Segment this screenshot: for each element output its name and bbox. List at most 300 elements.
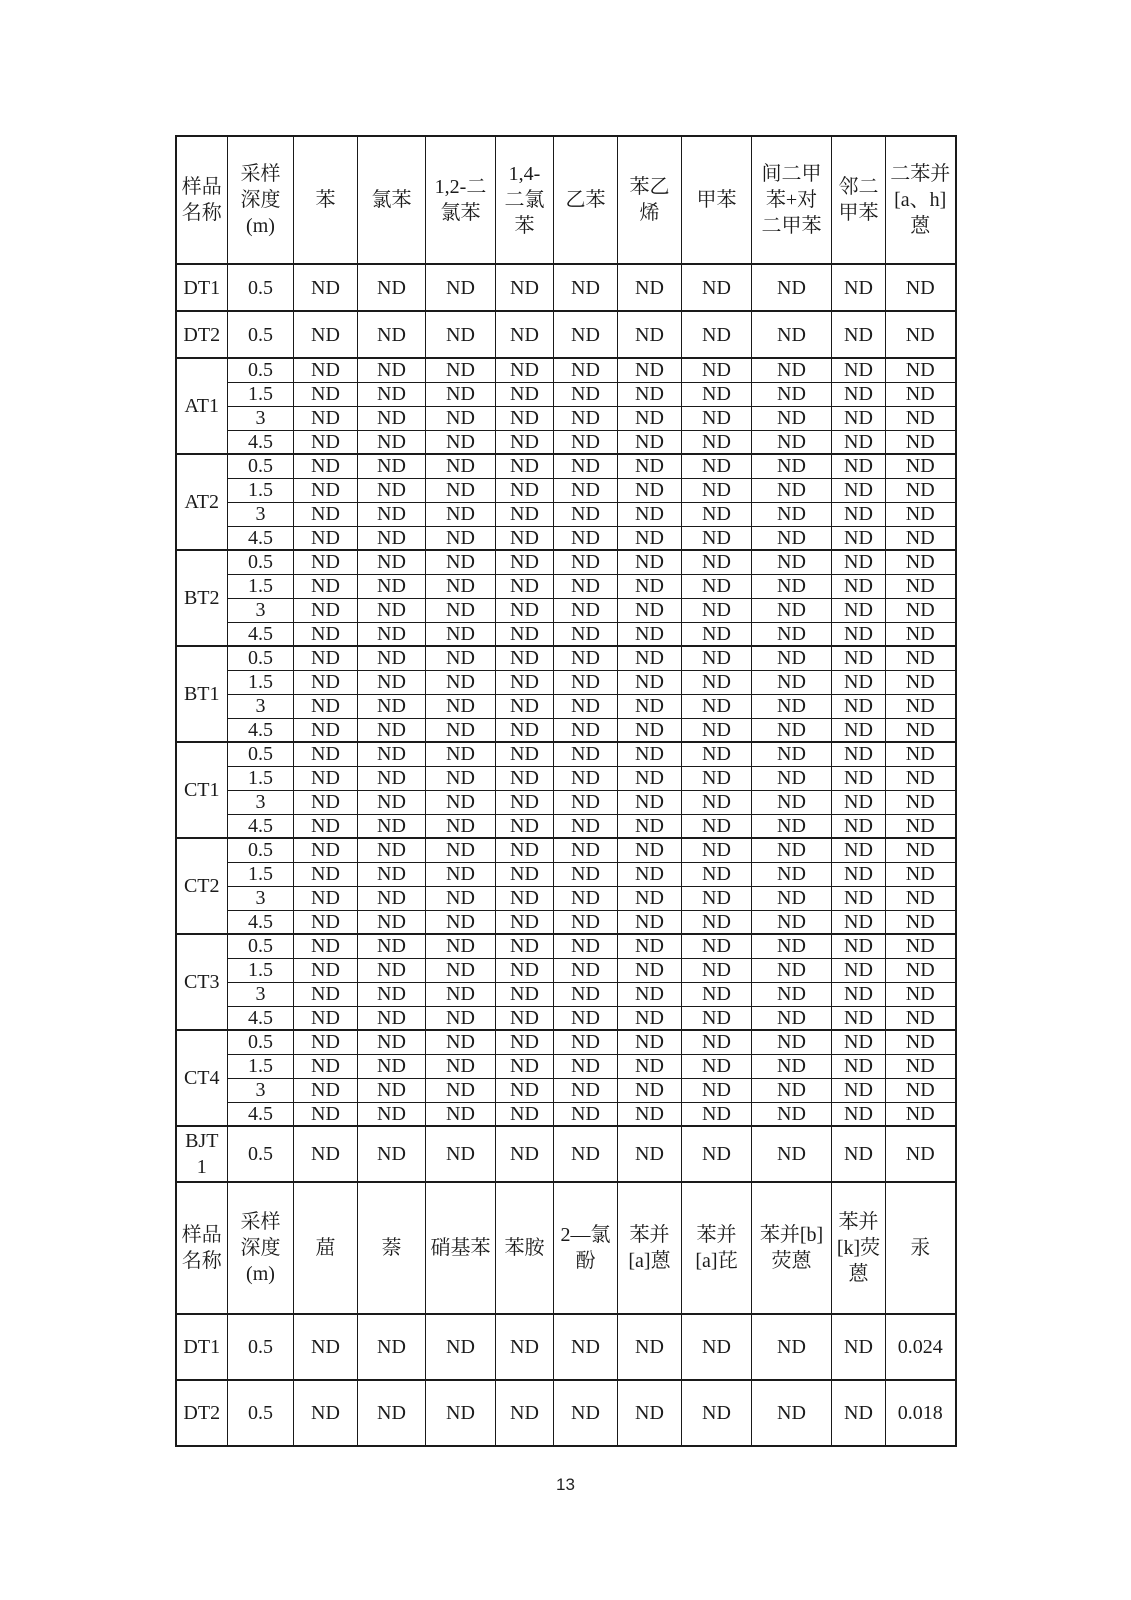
result-cell: ND [618,1054,682,1078]
result-cell: ND [886,478,956,502]
result-cell: ND [832,718,886,742]
result-cell: ND [832,502,886,526]
result-cell: ND [682,382,752,406]
result-cell: ND [294,550,358,574]
depth-cell: 0.5 [228,550,294,574]
sample-analysis-table [175,135,957,1447]
result-cell: ND [496,982,554,1006]
result-cell: ND [752,646,832,670]
header-sample-name: 样品名称 [176,1182,228,1314]
result-cell: ND [886,982,956,1006]
result-cell: ND [682,358,752,382]
result-cell: ND [832,814,886,838]
result-cell: ND [752,622,832,646]
result-cell: ND [496,862,554,886]
depth-cell: 3 [228,886,294,910]
sample-name-cell: DT2 [176,311,228,358]
depth-cell: 0.5 [228,934,294,958]
result-cell: ND [682,958,752,982]
result-cell: ND [752,1102,832,1126]
result-cell: ND [426,718,496,742]
result-cell: ND [554,814,618,838]
result-cell: ND [426,264,496,311]
result-cell: ND [752,1006,832,1030]
result-cell: ND [886,1054,956,1078]
result-cell: ND [294,358,358,382]
result-cell: ND [618,430,682,454]
result-cell: ND [618,526,682,550]
result-cell: ND [358,766,426,790]
result-cell: ND [426,478,496,502]
result-cell: ND [682,1380,752,1446]
result-cell: ND [426,406,496,430]
result-cell: ND [294,526,358,550]
result-cell: ND [496,1380,554,1446]
result-cell: ND [554,382,618,406]
result-cell: ND [554,910,618,934]
result-cell: ND [294,910,358,934]
result-cell: ND [496,814,554,838]
depth-cell: 0.5 [228,454,294,478]
depth-cell: 0.5 [228,264,294,311]
result-cell: ND [426,1030,496,1054]
result-cell: ND [358,910,426,934]
result-cell: ND [886,1006,956,1030]
header-compound: 苯胺 [496,1182,554,1314]
header-sampling-depth: 采样深度(m) [228,1182,294,1314]
result-cell: ND [618,838,682,862]
result-cell: ND [886,838,956,862]
result-cell: ND [682,311,752,358]
depth-cell: 3 [228,1078,294,1102]
result-cell: ND [682,598,752,622]
result-cell: ND [886,311,956,358]
result-cell: ND [752,982,832,1006]
result-cell: ND [752,670,832,694]
result-cell: ND [752,862,832,886]
sample-name-cell: BT2 [176,550,228,646]
result-cell: ND [294,311,358,358]
result-cell: ND [832,646,886,670]
result-cell: ND [554,406,618,430]
result-cell: ND [832,574,886,598]
result-cell: ND [426,598,496,622]
result-cell: ND [294,958,358,982]
result-cell: ND [682,814,752,838]
result-cell: ND [496,598,554,622]
depth-cell: 4.5 [228,526,294,550]
result-cell: ND [832,694,886,718]
result-cell: ND [294,646,358,670]
result-cell: ND [752,574,832,598]
result-cell: ND [426,1314,496,1380]
result-cell: ND [832,478,886,502]
result-cell: ND [886,1126,956,1182]
result-cell: ND [554,358,618,382]
result-cell: ND [832,1314,886,1380]
result-cell: ND [618,646,682,670]
result-cell: ND [752,478,832,502]
result-cell: ND [682,1078,752,1102]
result-cell: ND [496,1006,554,1030]
depth-cell: 0.5 [228,1380,294,1446]
result-cell: ND [294,1380,358,1446]
result-cell: ND [554,430,618,454]
result-cell: ND [358,1314,426,1380]
result-cell: ND [832,790,886,814]
result-cell: ND [294,1030,358,1054]
depth-cell: 0.5 [228,742,294,766]
result-cell: ND [496,382,554,406]
result-cell: ND [618,264,682,311]
sample-name-cell: DT1 [176,1314,228,1380]
result-cell: ND [682,838,752,862]
result-cell: ND [554,694,618,718]
result-cell: ND [832,1078,886,1102]
result-cell: ND [554,646,618,670]
result-cell: ND [554,1078,618,1102]
result-cell: ND [294,382,358,406]
result-cell: ND [496,264,554,311]
result-cell: ND [886,264,956,311]
result-cell: ND [752,934,832,958]
result-cell: ND [618,311,682,358]
result-cell: ND [886,934,956,958]
result-cell: ND [294,622,358,646]
result-cell: ND [358,982,426,1006]
result-cell: ND [618,406,682,430]
result-cell: ND [496,550,554,574]
result-cell: ND [752,958,832,982]
header-compound: 苯 [294,136,358,264]
result-cell: ND [886,622,956,646]
result-cell: ND [294,430,358,454]
result-cell: ND [294,934,358,958]
result-cell: ND [554,958,618,982]
result-cell: ND [886,574,956,598]
result-cell: ND [752,790,832,814]
result-cell: ND [554,598,618,622]
result-cell: ND [832,886,886,910]
result-cell: ND [294,1054,358,1078]
result-cell: ND [618,1078,682,1102]
result-cell: ND [426,1006,496,1030]
result-cell: ND [752,886,832,910]
result-cell: ND [358,454,426,478]
result-cell: ND [358,718,426,742]
sample-name-cell: DT1 [176,264,228,311]
depth-cell: 1.5 [228,766,294,790]
result-cell: ND [618,1006,682,1030]
result-cell: ND [358,838,426,862]
result-cell: ND [752,910,832,934]
result-cell: ND [618,622,682,646]
result-cell: ND [294,478,358,502]
result-cell: ND [496,1078,554,1102]
result-cell: ND [496,1314,554,1380]
result-cell: ND [618,934,682,958]
result-cell: ND [554,264,618,311]
result-cell: ND [426,1126,496,1182]
result-cell: ND [752,766,832,790]
sample-name-cell: CT2 [176,838,228,934]
result-cell: ND [752,1126,832,1182]
result-cell: ND [426,670,496,694]
result-cell: ND [496,406,554,430]
depth-cell: 1.5 [228,382,294,406]
depth-cell: 4.5 [228,814,294,838]
result-cell: ND [618,790,682,814]
result-cell: ND [752,1078,832,1102]
result-cell: ND [886,598,956,622]
result-cell: ND [682,574,752,598]
result-cell: ND [554,478,618,502]
result-cell: ND [682,1126,752,1182]
result-cell: ND [886,814,956,838]
result-cell: ND [496,838,554,862]
result-cell: ND [682,502,752,526]
result-cell: ND [358,670,426,694]
result-cell: ND [832,311,886,358]
result-cell: ND [618,1314,682,1380]
result-cell: ND [752,1314,832,1380]
header-sample-name: 样品名称 [176,136,228,264]
result-cell: ND [294,790,358,814]
result-cell: ND [832,766,886,790]
result-cell: ND [426,862,496,886]
result-cell: ND [886,910,956,934]
result-cell: ND [554,838,618,862]
page-number: 13 [556,1475,575,1494]
result-cell: ND [496,670,554,694]
result-cell: ND [832,550,886,574]
result-cell: ND [496,358,554,382]
result-cell: ND [554,311,618,358]
depth-cell: 0.5 [228,1126,294,1182]
result-cell: ND [496,622,554,646]
depth-cell: 4.5 [228,1006,294,1030]
result-cell: ND [426,814,496,838]
depth-cell: 0.5 [228,838,294,862]
result-cell: ND [682,454,752,478]
result-cell: ND [426,622,496,646]
result-cell: ND [496,574,554,598]
result-cell: ND [554,574,618,598]
sample-name-cell: CT1 [176,742,228,838]
result-cell: ND [752,1030,832,1054]
result-cell: ND [752,264,832,311]
result-cell: ND [682,766,752,790]
result-cell: ND [554,1126,618,1182]
depth-cell: 1.5 [228,478,294,502]
result-cell: ND [752,1380,832,1446]
result-cell: ND [832,1054,886,1078]
result-cell: ND [832,1126,886,1182]
result-cell: ND [886,862,956,886]
result-cell: ND [358,1054,426,1078]
depth-cell: 1.5 [228,670,294,694]
result-cell: ND [886,430,956,454]
header-compound: 乙苯 [554,136,618,264]
result-cell: ND [832,1030,886,1054]
result-cell: ND [426,958,496,982]
result-cell: ND [358,1030,426,1054]
result-cell: ND [618,694,682,718]
result-cell: ND [618,670,682,694]
result-cell: ND [618,1126,682,1182]
result-cell: ND [886,1078,956,1102]
result-cell: ND [358,526,426,550]
result-cell: ND [426,311,496,358]
result-cell: ND [358,814,426,838]
result-cell: ND [294,454,358,478]
depth-cell: 3 [228,502,294,526]
result-cell: ND [496,646,554,670]
result-cell: ND [294,838,358,862]
result-cell: ND [886,502,956,526]
result-cell: ND [294,862,358,886]
result-cell: ND [426,886,496,910]
result-cell: ND [294,598,358,622]
sample-name-cell: CT4 [176,1030,228,1126]
result-cell: ND [426,1380,496,1446]
result-cell: ND [294,742,358,766]
result-cell: ND [358,1006,426,1030]
header-compound: 苯并[a]蒽 [618,1182,682,1314]
result-cell: ND [426,574,496,598]
result-cell: ND [294,766,358,790]
result-cell: ND [832,742,886,766]
result-cell: ND [496,910,554,934]
header-compound: 间二甲苯+对二甲苯 [752,136,832,264]
result-cell: ND [886,526,956,550]
result-cell: ND [618,862,682,886]
result-cell: ND [752,550,832,574]
result-cell: ND [682,1102,752,1126]
result-cell: ND [294,718,358,742]
result-cell: ND [682,550,752,574]
result-cell: ND [426,694,496,718]
result-cell: ND [832,982,886,1006]
result-cell: ND [886,886,956,910]
result-cell: ND [618,982,682,1006]
result-cell: ND [294,574,358,598]
result-cell: ND [426,790,496,814]
result-cell: ND [358,1102,426,1126]
result-cell: ND [554,982,618,1006]
result-cell: ND [358,958,426,982]
result-cell: ND [358,502,426,526]
result-cell: ND [358,478,426,502]
result-cell: ND [832,358,886,382]
result-cell: ND [886,790,956,814]
header-compound: 䓛 [294,1182,358,1314]
result-cell: ND [554,1006,618,1030]
result-cell: ND [752,358,832,382]
depth-cell: 0.5 [228,311,294,358]
depth-cell: 1.5 [228,862,294,886]
result-cell: ND [294,406,358,430]
result-cell: ND [294,814,358,838]
result-cell: ND [618,1030,682,1054]
result-cell: ND [358,646,426,670]
result-cell: ND [358,550,426,574]
result-cell: ND [832,526,886,550]
result-cell: ND [752,598,832,622]
result-cell: ND [832,670,886,694]
depth-cell: 1.5 [228,1054,294,1078]
result-cell: ND [618,478,682,502]
result-cell: ND [618,454,682,478]
sample-name-cell: AT1 [176,358,228,454]
result-cell: ND [682,982,752,1006]
depth-cell: 3 [228,598,294,622]
result-cell: ND [752,502,832,526]
result-cell: ND [426,454,496,478]
header-compound: 二苯并[a、h]蒽 [886,136,956,264]
result-cell: ND [426,358,496,382]
result-cell: ND [682,670,752,694]
result-cell: ND [618,910,682,934]
depth-cell: 4.5 [228,1102,294,1126]
result-cell: ND [496,454,554,478]
result-cell: ND [886,406,956,430]
result-cell: ND [618,1102,682,1126]
result-cell: ND [426,646,496,670]
result-cell: ND [554,862,618,886]
header-compound: 1,2-二氯苯 [426,136,496,264]
result-cell: ND [682,694,752,718]
result-cell: ND [832,910,886,934]
result-cell: ND [832,838,886,862]
result-cell: ND [358,406,426,430]
result-cell: ND [682,934,752,958]
result-cell: ND [682,1006,752,1030]
result-cell: ND [886,454,956,478]
result-cell: ND [554,766,618,790]
result-cell: ND [682,886,752,910]
result-cell: ND [886,742,956,766]
depth-cell: 4.5 [228,622,294,646]
depth-cell: 4.5 [228,430,294,454]
result-cell: ND [294,264,358,311]
result-cell: ND [554,790,618,814]
result-cell: ND [832,430,886,454]
result-cell: ND [554,1054,618,1078]
sample-name-cell: CT3 [176,934,228,1030]
result-cell: ND [886,958,956,982]
result-cell: ND [886,1030,956,1054]
result-cell: ND [554,1102,618,1126]
header-compound: 邻二甲苯 [832,136,886,264]
result-cell: ND [752,694,832,718]
result-cell: ND [832,598,886,622]
result-cell: ND [496,430,554,454]
result-cell: ND [554,454,618,478]
result-cell: ND [426,502,496,526]
result-cell: ND [358,311,426,358]
result-cell: ND [886,550,956,574]
result-cell: ND [554,502,618,526]
result-cell: ND [496,934,554,958]
result-cell: ND [496,526,554,550]
result-cell: ND [358,1380,426,1446]
result-cell: ND [554,934,618,958]
result-cell: ND [426,934,496,958]
result-cell: ND [618,1380,682,1446]
depth-cell: 3 [228,694,294,718]
result-cell: ND [682,1314,752,1380]
